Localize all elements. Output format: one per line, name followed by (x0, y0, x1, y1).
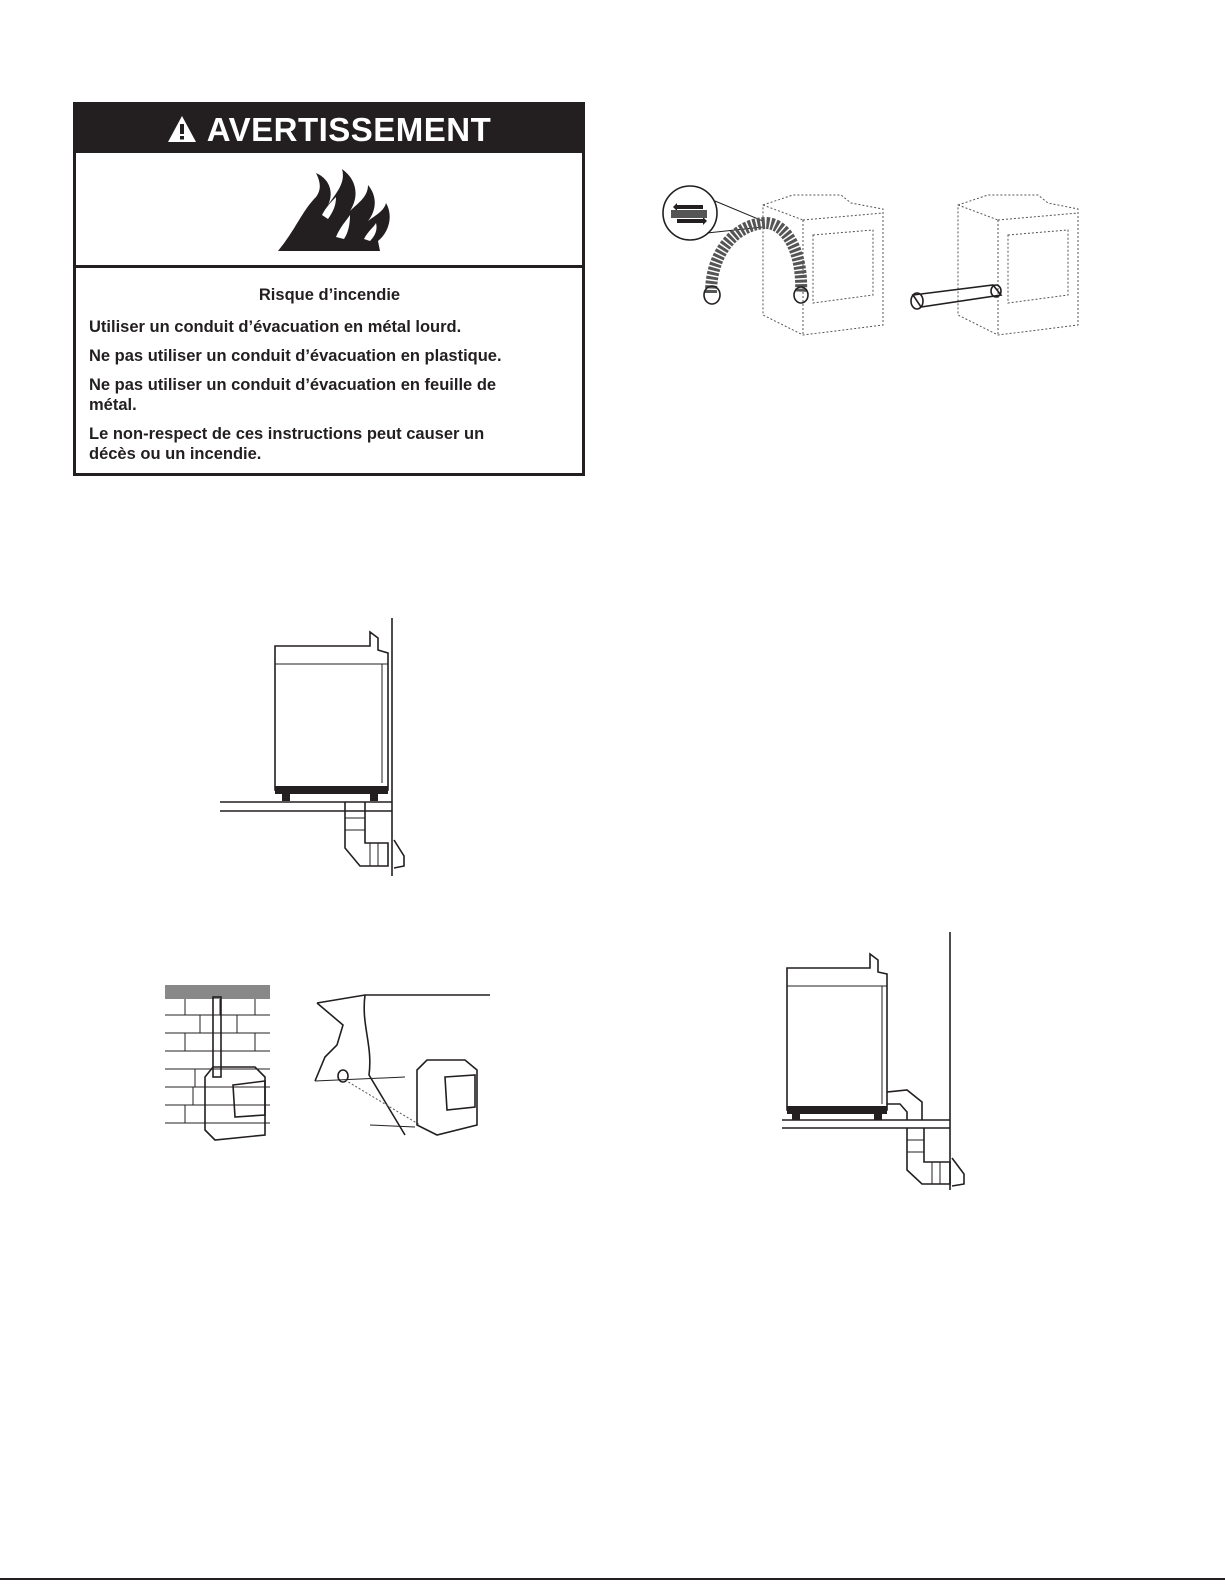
vent-comparison-illustration (663, 185, 1088, 350)
warning-line-4: Le non-respect de ces instructions peut causer un décès ou un incendie. (89, 425, 485, 463)
basement-vent-illustration (165, 985, 495, 1140)
risk-title: Risque d’incendie (258, 286, 401, 304)
warning-line-1: Utiliser un conduit d’évacuation en métal lourd. (89, 318, 462, 336)
dryer-wall-vent-illustration (782, 932, 982, 1194)
warning-box (73, 102, 585, 476)
dryer-floor-vent-illustration (220, 618, 415, 880)
fire-flame-icon (276, 167, 396, 253)
footer-rule (0, 1578, 1225, 1580)
warning-triangle-icon (167, 115, 197, 143)
warning-title: AVERTISSEMENT (206, 110, 492, 148)
arrow-right-icon (677, 217, 707, 225)
warning-body (76, 268, 582, 473)
warning-line-2: Ne pas utiliser un conduit d’évacuation en plastique. (89, 347, 502, 365)
flame-symbol-area (76, 153, 582, 268)
warning-line-3: Ne pas utiliser un conduit d’évacuation en feuille de métal. (89, 376, 497, 414)
warning-header (76, 105, 582, 153)
arrow-left-icon (673, 203, 703, 211)
